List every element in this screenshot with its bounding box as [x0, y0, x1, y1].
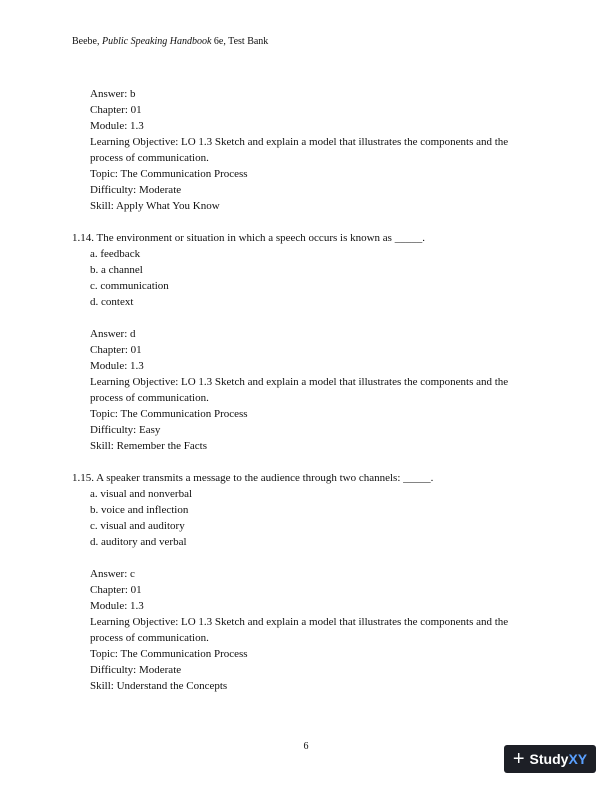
- q13-difficulty: Difficulty: Moderate: [90, 184, 182, 196]
- page-number: 6: [303, 741, 309, 752]
- logo-brand-main: Study: [529, 751, 569, 767]
- q14-difficulty: Difficulty: Easy: [90, 424, 161, 436]
- studyxy-logo: [504, 745, 596, 773]
- q13-chapter: Chapter: 01: [90, 104, 142, 116]
- q14-topic: Topic: The Communication Process: [90, 408, 248, 420]
- q15-module: Module: 1.3: [90, 600, 144, 612]
- q15-question: 1.15. A speaker transmits a message to the audience through two channels: _____.: [72, 472, 434, 484]
- q14-option-c: c. communication: [90, 280, 169, 292]
- plus-icon: +: [512, 748, 525, 770]
- q14-skill: Skill: Remember the Facts: [90, 440, 208, 452]
- q14-question: 1.14. The environment or situation in which a speech occurs is known as _____.: [72, 232, 425, 244]
- q15-options: [72, 486, 542, 550]
- q14-chapter: Chapter: 01: [90, 344, 142, 356]
- q15-option-a: a. visual and nonverbal: [90, 488, 193, 500]
- q14-option-b: b. a channel: [90, 264, 143, 276]
- running-header: [72, 36, 268, 48]
- header-author: Beebe,: [72, 36, 102, 47]
- q14-option-d: d. context: [90, 296, 134, 308]
- q13-skill: Skill: Apply What You Know: [90, 200, 220, 212]
- q15-objective: Learning Objective: LO 1.3 Sketch and explain a model that illustrates the components and the process of communication.: [90, 616, 509, 644]
- q15-chapter: Chapter: 01: [90, 584, 142, 596]
- q14-module: Module: 1.3: [90, 360, 144, 372]
- q14-answer-block: [72, 326, 542, 454]
- header-book-title: Public Speaking Handbook: [102, 36, 212, 47]
- page-body: [72, 86, 542, 694]
- header-edition: 6e, Test Bank: [211, 36, 269, 47]
- q15-option-c: c. visual and auditory: [90, 520, 185, 532]
- q13-topic: Topic: The Communication Process: [90, 168, 248, 180]
- logo-brand-accent: XY: [568, 751, 588, 767]
- q14-objective: Learning Objective: LO 1.3 Sketch and explain a model that illustrates the components and the process of communication.: [90, 376, 509, 404]
- q14-option-a: a. feedback: [90, 248, 141, 260]
- q15-skill: Skill: Understand the Concepts: [90, 680, 228, 692]
- q15-topic: Topic: The Communication Process: [90, 648, 248, 660]
- q15-answer: Answer: c: [90, 568, 135, 580]
- q13-answer: Answer: b: [90, 88, 136, 100]
- q13-answer-block: [72, 86, 542, 214]
- q15-option-b: b. voice and inflection: [90, 504, 189, 516]
- q13-module: Module: 1.3: [90, 120, 144, 132]
- q13-objective: Learning Objective: LO 1.3 Sketch and explain a model that illustrates the components and the process of communication.: [90, 136, 509, 164]
- q14-answer: Answer: d: [90, 328, 136, 340]
- q14-options: [72, 246, 542, 310]
- q15-difficulty: Difficulty: Moderate: [90, 664, 182, 676]
- q15-answer-block: [72, 566, 542, 694]
- q15-option-d: d. auditory and verbal: [90, 536, 187, 548]
